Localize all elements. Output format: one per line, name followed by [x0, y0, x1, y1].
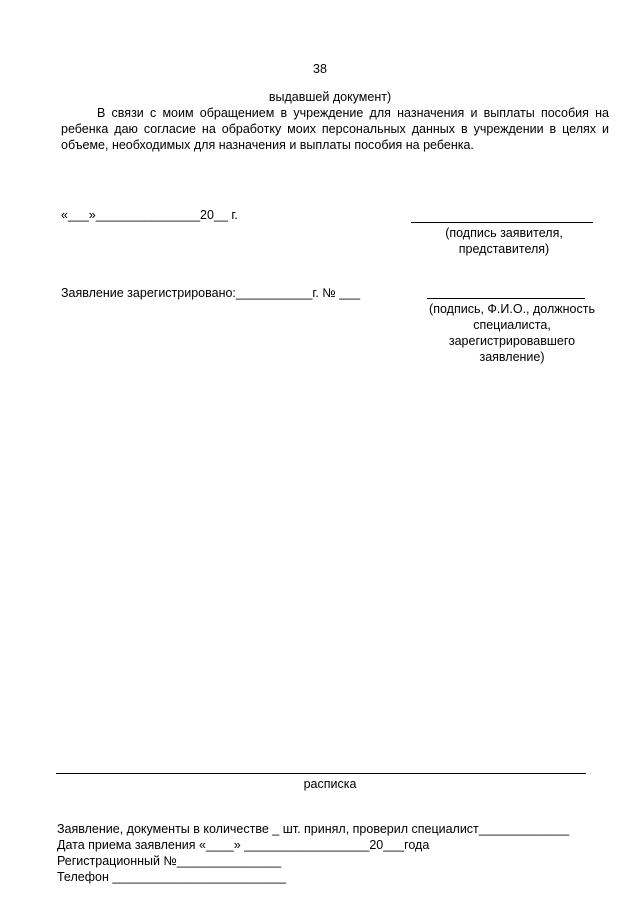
- receipt-separator: [56, 773, 586, 774]
- specialist-signature-caption: (подпись, Ф.И.О., должность специалиста, зарегистрировавшего заявление): [429, 302, 595, 364]
- registration-line[interactable]: Заявление зарегистрировано:___________г. № ___: [61, 286, 361, 300]
- continuation-text: выдавшей документ): [268, 90, 392, 104]
- consent-paragraph: В связи с моим обращением в учреждение для назначения и выплаты пособия на ребенка даю согласие на обработку моих персональных данных в учреждении в целях и объеме, необходимых для назначения и выплаты пособия на ребенка.: [61, 106, 609, 152]
- receipt-title: расписка: [303, 777, 357, 791]
- applicant-signature-line[interactable]: [411, 222, 593, 223]
- applicant-signature-caption: (подпись заявителя, представителя): [445, 226, 563, 256]
- receipt-phone[interactable]: Телефон _________________________: [57, 870, 287, 884]
- receipt-documents-line[interactable]: Заявление, документы в количестве _ шт. принял, проверил специалист_____________: [57, 822, 570, 836]
- page-number: 38: [313, 62, 327, 76]
- specialist-signature-line[interactable]: [427, 298, 585, 299]
- receipt-registration-number[interactable]: Регистрационный №_______________: [57, 854, 282, 868]
- date-field[interactable]: «___»_______________20__ г.: [61, 208, 238, 222]
- receipt-date-line[interactable]: Дата приема заявления «____» __________________20___года: [57, 838, 430, 852]
